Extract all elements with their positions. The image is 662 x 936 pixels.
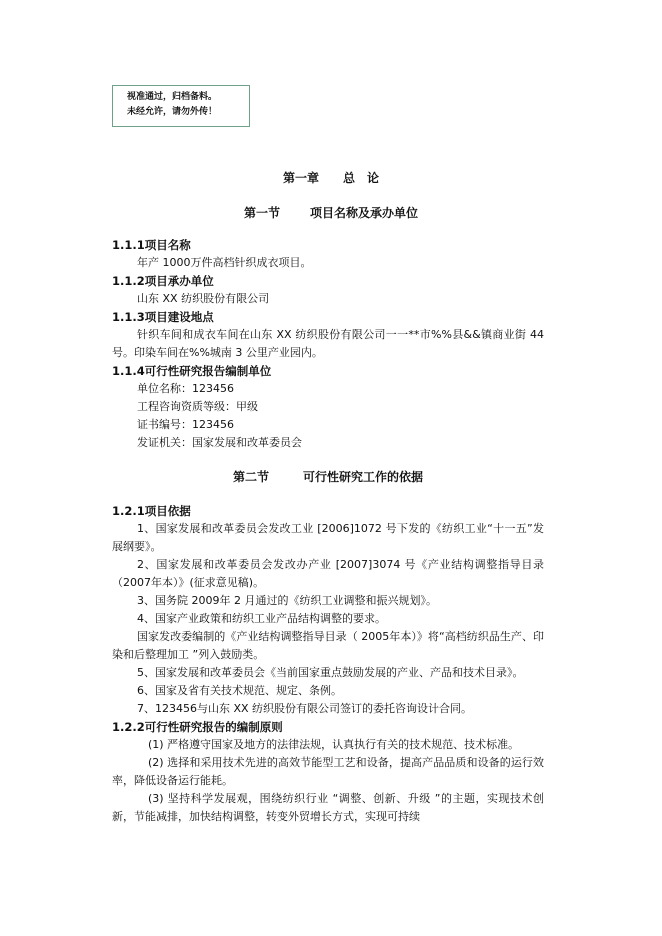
- heading-1-2-2: 1.2.2可行性研究报告的编制原则: [112, 720, 283, 734]
- basis-item: 5、国家发展和改革委员会《当前国家重点鼓励发展的产业、产品和技术目录》。: [137, 666, 524, 679]
- chapter-title: 第一章 总 论: [282, 171, 379, 185]
- basis-item: 6、国家及省有关技术规范、规定、条例。: [137, 684, 342, 697]
- project-location: 针织车间和成衣车间在山东 XX 纺织股份有限公司一一**市%%县&&镇商业街 44 号。印染车间在%%城南 3 公里产业园内。: [112, 328, 544, 359]
- project-name: 年产 1000万件高档针织成衣项目。: [137, 256, 312, 269]
- notice-line-1: 视准通过，归档备料。: [127, 92, 218, 102]
- document-body: [112, 236, 544, 826]
- heading-1-1-1: 1.1.1项目名称: [112, 238, 191, 252]
- heading-1-2-1: 1.2.1项目依据: [112, 504, 191, 518]
- basis-item: 7、123456与山东 XX 纺织股份有限公司签订的委托咨询设计合同。: [137, 702, 473, 715]
- section-1-title: 项目名称及承办单位: [310, 206, 419, 220]
- principle-item: (2) 选择和采用技术先进的高效节能型工艺和设备，提高产品品质和设备的运行效率，降低设备运行能耗。: [112, 756, 544, 787]
- heading-1-1-4: 1.1.4可行性研究报告编制单位: [112, 364, 272, 378]
- principle-item: (1) 严格遵守国家及地方的法律法规，认真执行有关的技术规范、技术标准。: [148, 738, 520, 751]
- unit-name: 单位名称：123456: [137, 382, 234, 395]
- section-2-number: 第二节: [232, 470, 269, 484]
- certificate-number: 证书编号：123456: [137, 418, 234, 431]
- section-1-number: 第一节: [244, 206, 281, 220]
- notice-line-2: 未经允许，请勿外传！: [127, 107, 218, 117]
- section-2-title: 可行性研究工作的依据: [303, 470, 424, 484]
- basis-item: 3、国务院 2009年 2 月通过的《纺织工业调整和振兴规划》。: [137, 594, 437, 607]
- issuing-authority: 发证机关：国家发展和改革委员会: [137, 436, 302, 449]
- project-sponsor: 山东 XX 纺织股份有限公司: [137, 292, 270, 305]
- principle-item: (3) 坚持科学发展观，围绕纺织行业 “调整、创新、升级 ”的主题，实现技术创新，节能减排，加快结构调整，转变外贸增长方式，实现可持续: [112, 792, 544, 823]
- section-2-header: [112, 468, 544, 486]
- confidential-notice-box: [112, 85, 250, 127]
- basis-item: 国家发改委编制的《产业结构调整指导目录（ 2005年本）》将“高档纺织品生产、印染和后整理加工 ”列入鼓励类。: [112, 630, 544, 661]
- qualification-grade: 工程咨询资质等级：甲级: [137, 400, 258, 413]
- basis-item: 2、国家发展和改革委员会发改办产业 [2007]3074 号《产业结构调整指导目录（2007年本）》(征求意见稿)。: [112, 558, 544, 589]
- heading-1-1-2: 1.1.2项目承办单位: [112, 274, 214, 288]
- heading-1-1-3: 1.1.3项目建设地点: [112, 310, 214, 324]
- basis-item: 4、国家产业政策和纺织工业产品结构调整的要求。: [137, 612, 386, 625]
- basis-item: 1、国家发展和改革委员会发改工业 [2006]1072 号下发的《纺织工业“十一五”发展纲要》。: [112, 522, 544, 553]
